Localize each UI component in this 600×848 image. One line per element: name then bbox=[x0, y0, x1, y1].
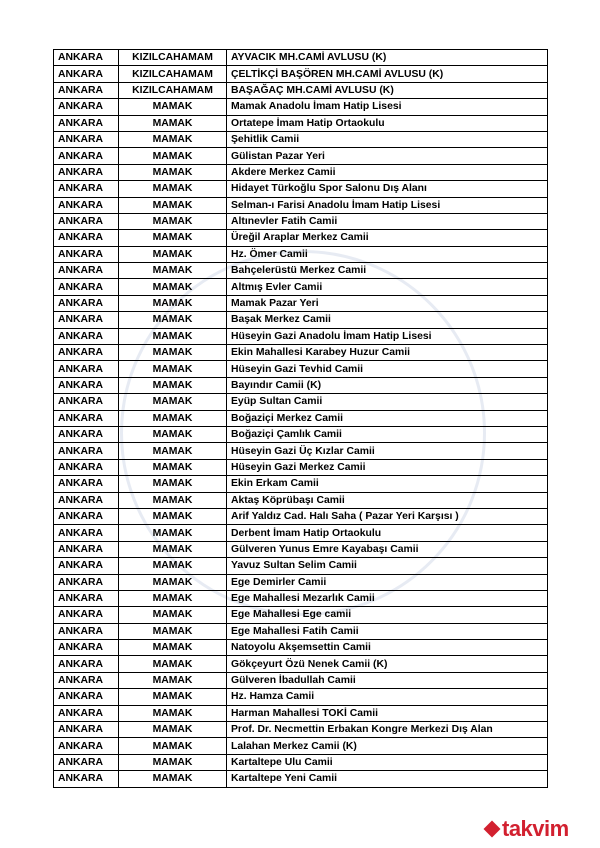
district-cell: MAMAK bbox=[119, 410, 227, 426]
locations-table bbox=[53, 49, 548, 788]
location-cell: Kartaltepe Yeni Camii bbox=[227, 771, 548, 787]
location-cell: Hüseyin Gazi Tevhid Camii bbox=[227, 361, 548, 377]
district-cell: MAMAK bbox=[119, 525, 227, 541]
table-row bbox=[54, 131, 548, 147]
district-cell: MAMAK bbox=[119, 213, 227, 229]
district-cell: MAMAK bbox=[119, 492, 227, 508]
province-cell: ANKARA bbox=[54, 771, 119, 787]
table-row bbox=[54, 771, 548, 787]
district-cell: MAMAK bbox=[119, 164, 227, 180]
table-row bbox=[54, 295, 548, 311]
district-cell: KIZILCAHAMAM bbox=[119, 66, 227, 82]
province-cell: ANKARA bbox=[54, 410, 119, 426]
location-cell: ÇELTİKÇİ BAŞÖREN MH.CAMİ AVLUSU (K) bbox=[227, 66, 548, 82]
province-cell: ANKARA bbox=[54, 181, 119, 197]
province-cell: ANKARA bbox=[54, 164, 119, 180]
district-cell: MAMAK bbox=[119, 394, 227, 410]
location-cell: Harman Mahallesi TOKİ Camii bbox=[227, 705, 548, 721]
province-cell: ANKARA bbox=[54, 263, 119, 279]
province-cell: ANKARA bbox=[54, 99, 119, 115]
province-cell: ANKARA bbox=[54, 738, 119, 754]
province-cell: ANKARA bbox=[54, 508, 119, 524]
table-row bbox=[54, 508, 548, 524]
location-cell: AYVACIK MH.CAMİ AVLUSU (K) bbox=[227, 50, 548, 66]
district-cell: MAMAK bbox=[119, 295, 227, 311]
location-cell: Kartaltepe Ulu Camii bbox=[227, 754, 548, 770]
district-cell: MAMAK bbox=[119, 443, 227, 459]
location-cell: Mamak Pazar Yeri bbox=[227, 295, 548, 311]
location-cell: Ege Mahallesi Fatih Camii bbox=[227, 623, 548, 639]
district-cell: MAMAK bbox=[119, 312, 227, 328]
location-cell: Boğaziçi Merkez Camii bbox=[227, 410, 548, 426]
location-cell: Bahçelerüstü Merkez Camii bbox=[227, 263, 548, 279]
province-cell: ANKARA bbox=[54, 623, 119, 639]
location-cell: Şehitlik Camii bbox=[227, 131, 548, 147]
province-cell: ANKARA bbox=[54, 672, 119, 688]
location-cell: Gökçeyurt Özü Nenek Camii (K) bbox=[227, 656, 548, 672]
district-cell: MAMAK bbox=[119, 99, 227, 115]
location-cell: Mamak Anadolu İmam Hatip Lisesi bbox=[227, 99, 548, 115]
district-cell: MAMAK bbox=[119, 345, 227, 361]
province-cell: ANKARA bbox=[54, 115, 119, 131]
province-cell: ANKARA bbox=[54, 230, 119, 246]
district-cell: MAMAK bbox=[119, 738, 227, 754]
table-row bbox=[54, 230, 548, 246]
location-cell: Boğaziçi Çamlık Camii bbox=[227, 426, 548, 442]
province-cell: ANKARA bbox=[54, 66, 119, 82]
location-cell: Ekin Mahallesi Karabey Huzur Camii bbox=[227, 345, 548, 361]
table-row bbox=[54, 476, 548, 492]
location-cell: Altınevler Fatih Camii bbox=[227, 213, 548, 229]
province-cell: ANKARA bbox=[54, 50, 119, 66]
table-row bbox=[54, 738, 548, 754]
location-cell: Aktaş Köprübaşı Camii bbox=[227, 492, 548, 508]
location-cell: Altmış Evler Camii bbox=[227, 279, 548, 295]
table-row bbox=[54, 525, 548, 541]
table-row bbox=[54, 279, 548, 295]
province-cell: ANKARA bbox=[54, 213, 119, 229]
table-row bbox=[54, 328, 548, 344]
province-cell: ANKARA bbox=[54, 279, 119, 295]
location-cell: Hüseyin Gazi Anadolu İmam Hatip Lisesi bbox=[227, 328, 548, 344]
location-cell: Prof. Dr. Necmettin Erbakan Kongre Merkezi Dış Alan bbox=[227, 722, 548, 738]
location-cell: Hz. Ömer Camii bbox=[227, 246, 548, 262]
province-cell: ANKARA bbox=[54, 148, 119, 164]
district-cell: MAMAK bbox=[119, 426, 227, 442]
province-cell: ANKARA bbox=[54, 345, 119, 361]
table-row bbox=[54, 492, 548, 508]
location-cell: Lalahan Merkez Camii (K) bbox=[227, 738, 548, 754]
table-row bbox=[54, 754, 548, 770]
table-row bbox=[54, 197, 548, 213]
province-cell: ANKARA bbox=[54, 705, 119, 721]
province-cell: ANKARA bbox=[54, 312, 119, 328]
district-cell: MAMAK bbox=[119, 459, 227, 475]
province-cell: ANKARA bbox=[54, 443, 119, 459]
table-row bbox=[54, 361, 548, 377]
location-cell: Ege Demirler Camii bbox=[227, 574, 548, 590]
district-cell: MAMAK bbox=[119, 558, 227, 574]
table-row bbox=[54, 705, 548, 721]
location-cell: Bayındır Camii (K) bbox=[227, 377, 548, 393]
district-cell: MAMAK bbox=[119, 197, 227, 213]
province-cell: ANKARA bbox=[54, 426, 119, 442]
district-cell: MAMAK bbox=[119, 230, 227, 246]
district-cell: KIZILCAHAMAM bbox=[119, 82, 227, 98]
district-cell: MAMAK bbox=[119, 574, 227, 590]
district-cell: MAMAK bbox=[119, 246, 227, 262]
table-row bbox=[54, 312, 548, 328]
province-cell: ANKARA bbox=[54, 361, 119, 377]
table-row bbox=[54, 672, 548, 688]
table-row bbox=[54, 82, 548, 98]
table-row bbox=[54, 246, 548, 262]
table-row bbox=[54, 558, 548, 574]
province-cell: ANKARA bbox=[54, 590, 119, 606]
location-cell: Eyüp Sultan Camii bbox=[227, 394, 548, 410]
district-cell: MAMAK bbox=[119, 705, 227, 721]
province-cell: ANKARA bbox=[54, 541, 119, 557]
table-row bbox=[54, 164, 548, 180]
district-cell: MAMAK bbox=[119, 590, 227, 606]
logo-text: takvim bbox=[502, 816, 569, 841]
district-cell: MAMAK bbox=[119, 541, 227, 557]
district-cell: MAMAK bbox=[119, 377, 227, 393]
district-cell: KIZILCAHAMAM bbox=[119, 50, 227, 66]
province-cell: ANKARA bbox=[54, 459, 119, 475]
province-cell: ANKARA bbox=[54, 492, 119, 508]
table-row bbox=[54, 410, 548, 426]
table-row bbox=[54, 181, 548, 197]
district-cell: MAMAK bbox=[119, 181, 227, 197]
logo-mark-icon bbox=[484, 821, 501, 838]
district-cell: MAMAK bbox=[119, 640, 227, 656]
province-cell: ANKARA bbox=[54, 722, 119, 738]
province-cell: ANKARA bbox=[54, 82, 119, 98]
province-cell: ANKARA bbox=[54, 607, 119, 623]
province-cell: ANKARA bbox=[54, 377, 119, 393]
table-row bbox=[54, 722, 548, 738]
table-row bbox=[54, 459, 548, 475]
location-cell: Derbent İmam Hatip Ortaokulu bbox=[227, 525, 548, 541]
location-cell: Yavuz Sultan Selim Camii bbox=[227, 558, 548, 574]
province-cell: ANKARA bbox=[54, 328, 119, 344]
table-row bbox=[54, 263, 548, 279]
location-cell: Ege Mahallesi Mezarlık Camii bbox=[227, 590, 548, 606]
table-row bbox=[54, 656, 548, 672]
table-row bbox=[54, 394, 548, 410]
location-cell: Gülveren Yunus Emre Kayabaşı Camii bbox=[227, 541, 548, 557]
table-row bbox=[54, 345, 548, 361]
province-cell: ANKARA bbox=[54, 197, 119, 213]
province-cell: ANKARA bbox=[54, 689, 119, 705]
district-cell: MAMAK bbox=[119, 771, 227, 787]
location-cell: Arif Yaldız Cad. Halı Saha ( Pazar Yeri Karşısı ) bbox=[227, 508, 548, 524]
table-row bbox=[54, 443, 548, 459]
table-row bbox=[54, 99, 548, 115]
district-cell: MAMAK bbox=[119, 361, 227, 377]
province-cell: ANKARA bbox=[54, 394, 119, 410]
district-cell: MAMAK bbox=[119, 607, 227, 623]
district-cell: MAMAK bbox=[119, 476, 227, 492]
location-cell: Natoyolu Akşemsettin Camii bbox=[227, 640, 548, 656]
location-cell: Hüseyin Gazi Üç Kızlar Camii bbox=[227, 443, 548, 459]
location-cell: Hz. Hamza Camii bbox=[227, 689, 548, 705]
table-row bbox=[54, 640, 548, 656]
table-row bbox=[54, 590, 548, 606]
location-cell: Ekin Erkam Camii bbox=[227, 476, 548, 492]
location-cell: Başak Merkez Camii bbox=[227, 312, 548, 328]
location-cell: Gülveren İbadullah Camii bbox=[227, 672, 548, 688]
table-row bbox=[54, 541, 548, 557]
district-cell: MAMAK bbox=[119, 148, 227, 164]
province-cell: ANKARA bbox=[54, 295, 119, 311]
table-row bbox=[54, 377, 548, 393]
table-row bbox=[54, 50, 548, 66]
district-cell: MAMAK bbox=[119, 754, 227, 770]
location-cell: Akdere Merkez Camii bbox=[227, 164, 548, 180]
district-cell: MAMAK bbox=[119, 115, 227, 131]
province-cell: ANKARA bbox=[54, 754, 119, 770]
location-cell: Selman-ı Farisi Anadolu İmam Hatip Lisesi bbox=[227, 197, 548, 213]
province-cell: ANKARA bbox=[54, 574, 119, 590]
location-cell: Ege Mahallesi Ege camii bbox=[227, 607, 548, 623]
district-cell: MAMAK bbox=[119, 131, 227, 147]
province-cell: ANKARA bbox=[54, 246, 119, 262]
table-row bbox=[54, 426, 548, 442]
location-cell: Hidayet Türkoğlu Spor Salonu Dış Alanı bbox=[227, 181, 548, 197]
table-row bbox=[54, 623, 548, 639]
location-cell: BAŞAĞAÇ MH.CAMİ AVLUSU (K) bbox=[227, 82, 548, 98]
takvim-logo bbox=[486, 816, 569, 842]
table-row bbox=[54, 115, 548, 131]
district-cell: MAMAK bbox=[119, 623, 227, 639]
district-cell: MAMAK bbox=[119, 689, 227, 705]
table-row bbox=[54, 66, 548, 82]
province-cell: ANKARA bbox=[54, 131, 119, 147]
location-cell: Ortatepe İmam Hatip Ortaokulu bbox=[227, 115, 548, 131]
location-cell: Üreğil Araplar Merkez Camii bbox=[227, 230, 548, 246]
province-cell: ANKARA bbox=[54, 558, 119, 574]
district-cell: MAMAK bbox=[119, 672, 227, 688]
location-cell: Hüseyin Gazi Merkez Camii bbox=[227, 459, 548, 475]
province-cell: ANKARA bbox=[54, 476, 119, 492]
table-row bbox=[54, 148, 548, 164]
province-cell: ANKARA bbox=[54, 525, 119, 541]
district-cell: MAMAK bbox=[119, 263, 227, 279]
district-cell: MAMAK bbox=[119, 328, 227, 344]
table-row bbox=[54, 607, 548, 623]
district-cell: MAMAK bbox=[119, 508, 227, 524]
table-row bbox=[54, 574, 548, 590]
table-row bbox=[54, 689, 548, 705]
locations-table-body bbox=[54, 50, 548, 788]
district-cell: MAMAK bbox=[119, 722, 227, 738]
province-cell: ANKARA bbox=[54, 640, 119, 656]
province-cell: ANKARA bbox=[54, 656, 119, 672]
table-row bbox=[54, 213, 548, 229]
district-cell: MAMAK bbox=[119, 656, 227, 672]
district-cell: MAMAK bbox=[119, 279, 227, 295]
location-cell: Gülistan Pazar Yeri bbox=[227, 148, 548, 164]
